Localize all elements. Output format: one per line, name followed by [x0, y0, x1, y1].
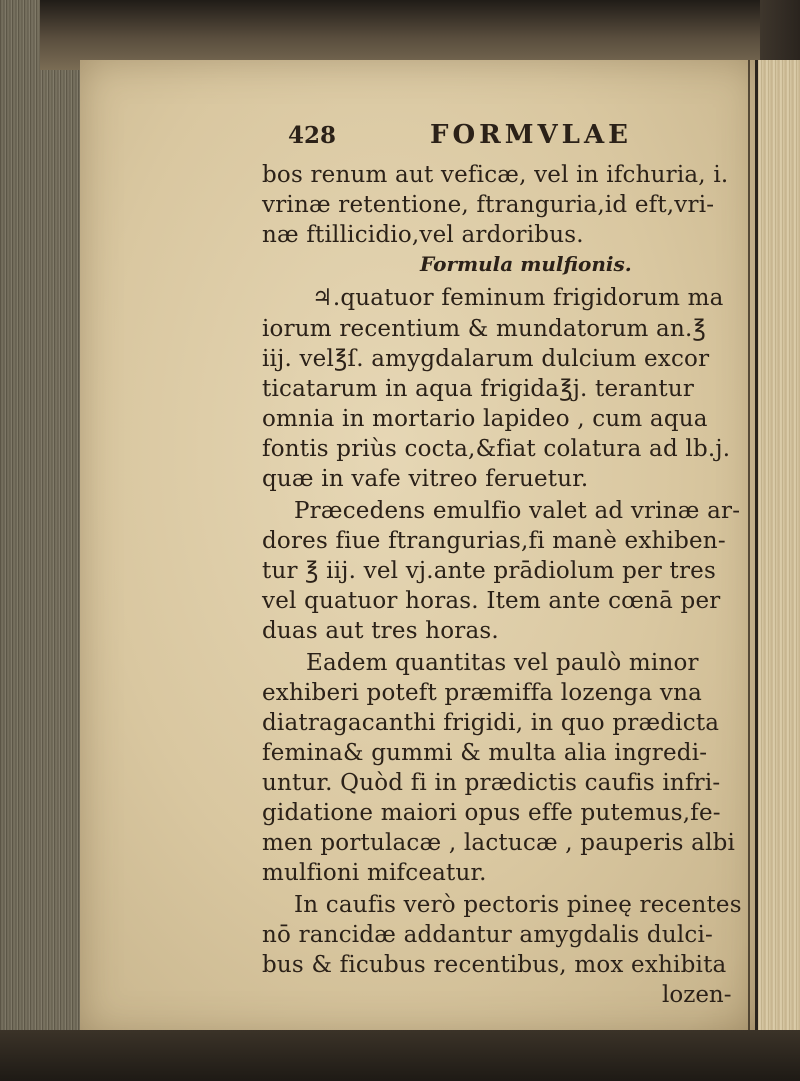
text-line: vel quatuor horas. Item ante cœnā per [262, 588, 721, 614]
text-line: diatragacanthi frigidi, in quo prædicta [262, 710, 720, 736]
book-bottom-shadow [0, 1030, 800, 1081]
text-line: mulfioni mifceatur. [262, 860, 487, 886]
text-line: fontis priùs cocta,&fiat colatura ad lb.j. [262, 436, 731, 462]
book-fore-edge-left [0, 0, 80, 1081]
text-line: dores fiue ftrangurias,fi manè exhiben- [262, 528, 726, 554]
page-fold-line [748, 60, 750, 1030]
text-line: gidatione maiori opus effe putemus,fe- [262, 800, 721, 826]
text-line: iij. vel℥ſ. amygdalarum dulcium excor [262, 346, 710, 372]
text-line: men portulacæ , lactucæ , pauperis albi [262, 830, 736, 856]
text-line: omnia in mortario lapideo , cum aqua [262, 406, 708, 432]
text-line: duas aut tres horas. [262, 618, 499, 644]
text-line: In caufis verò pectoris pineę recentes [294, 892, 742, 918]
running-title: FORMVLAE [430, 120, 632, 150]
text-line: bus & ficubus recentibus, mox exhibita [262, 952, 727, 978]
text-line: femina& gummi & multa alia ingredi- [262, 740, 708, 766]
text-line: iorum recentium & mundatorum an.℥ [262, 316, 706, 342]
formula-heading: Formula mulfionis. [420, 252, 632, 276]
text-line: tur ℥ iij. vel vj.ante prādiolum per tres [262, 558, 716, 584]
text-line: quæ in vafe vitreo feruetur. [262, 466, 589, 492]
book-page-edge-right [755, 60, 800, 1081]
text-line: Præcedens emulfio valet ad vrinæ ar- [294, 498, 741, 524]
catchword: lozen- [662, 982, 732, 1008]
text-line: untur. Quòd fi in prædictis caufis infri- [262, 770, 721, 796]
text-line: exhiberi poteft præmiffa lozenga vna [262, 680, 702, 706]
text-line: ticatarum in aqua frigida℥j. terantur [262, 376, 695, 402]
text-line: Eadem quantitas vel paulò minor [306, 650, 699, 676]
text-line: nō rancidæ addantur amygdalis dulci- [262, 922, 714, 948]
text-line: ♃.quatuor feminum frigidorum ma [312, 285, 724, 311]
text-line: næ ftillicidio,vel ardoribus. [262, 222, 584, 248]
text-line: vrinæ retentione, ftranguria,id eft,vri- [262, 192, 715, 218]
page-number: 428 [288, 122, 337, 149]
text-line: bos renum aut veficæ, vel in ifchuria, i. [262, 162, 729, 188]
